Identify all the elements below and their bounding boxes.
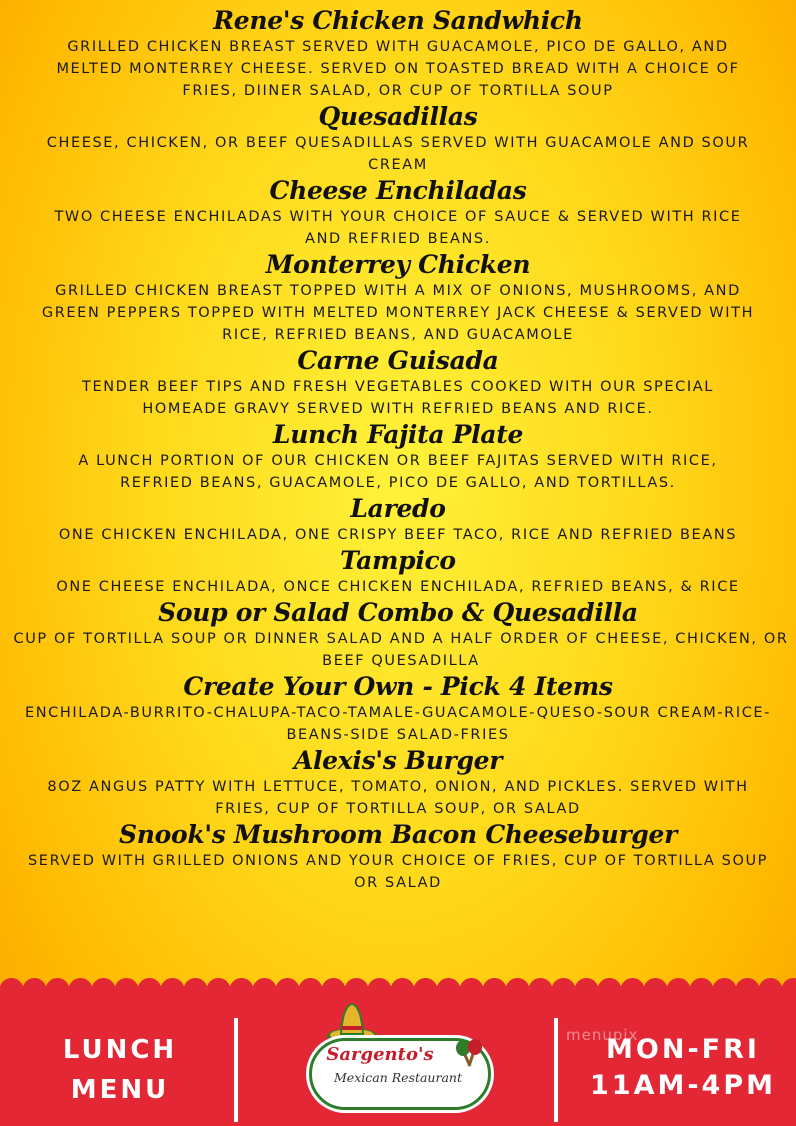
menu-item-title: Cheese Enchiladas (269, 176, 527, 205)
lunch-menu-list (0, 6, 796, 894)
menu-item-title: Alexis's Burger (293, 746, 503, 775)
menu-item-title: Tampico (340, 546, 456, 575)
menu-item (0, 102, 796, 176)
lunch-menu-label (30, 1030, 210, 1110)
menu-item (0, 250, 796, 346)
menu-item-description: CHEESE, CHICKEN, OR BEEF QUESADILLAS SERVED WITH GUACAMOLE AND SOUR CREAM (46, 135, 750, 173)
menu-item-title: Monterrey Chicken (265, 250, 531, 279)
menu-item-description: 8OZ ANGUS PATTY WITH LETTUCE, TOMATO, ONION, AND PICKLES. SERVED WITH FRIES, CUP OF TORTILLA SOUP, OR SALAD (47, 779, 749, 817)
menu-item-description: TENDER BEEF TIPS AND FRESH VEGETABLES COOKED WITH OUR SPECIAL HOMEADE GRAVY SERVED WITH REFRIED BEANS AND RICE. (82, 379, 714, 417)
menu-item (0, 420, 796, 494)
menu-item-title: Quesadillas (318, 102, 478, 131)
menu-item (0, 494, 796, 546)
menu-item-description: GRILLED CHICKEN BREAST SERVED WITH GUACAMOLE, PICO DE GALLO, AND MELTED MONTERREY CHEESE. SERVED ON TOASTED BREAD WITH A CHOICE OF FRIES, DIINER SALAD, OR CUP OF TORTILLA SOUP (56, 39, 740, 99)
menu-label: MENU (70, 1075, 170, 1105)
divider-right (554, 1018, 558, 1122)
watermark: menupix (566, 1026, 639, 1044)
time-label: 11AM-4PM (590, 1070, 776, 1101)
menu-item-description: SERVED WITH GRILLED ONIONS AND YOUR CHOICE OF FRIES, CUP OF TORTILLA SOUP OR SALAD (28, 853, 769, 891)
menu-item (0, 820, 796, 894)
menu-item-title: Lunch Fajita Plate (272, 420, 524, 449)
restaurant-logo (305, 998, 491, 1116)
logo-name: Sargento's (326, 1044, 434, 1065)
menu-item-title: Rene's Chicken Sandwhich (213, 6, 583, 35)
lunch-label: LUNCH (62, 1035, 178, 1065)
logo-subtitle: Mexican Restaurant (334, 1070, 462, 1085)
maracas-icon (453, 1038, 485, 1068)
menu-item-description: ONE CHEESE ENCHILADA, ONCE CHICKEN ENCHILADA, REFRIED BEANS, & RICE (56, 579, 740, 595)
menu-item-title: Laredo (350, 494, 446, 523)
days-label: MON-FRI (606, 1034, 760, 1065)
menu-item-title: Create Your Own - Pick 4 Items (183, 672, 613, 701)
menu-item-title: Carne Guisada (297, 346, 499, 375)
menu-item-title: Soup or Salad Combo & Quesadilla (158, 598, 638, 627)
menu-item (0, 6, 796, 102)
menu-item-description: ONE CHICKEN ENCHILADA, ONE CRISPY BEEF TACO, RICE AND REFRIED BEANS (58, 527, 738, 543)
menu-item (0, 598, 796, 672)
menu-item-description: TWO CHEESE ENCHILADAS WITH YOUR CHOICE OF SAUCE & SERVED WITH RICE AND REFRIED BEANS. (54, 209, 742, 247)
menu-item (0, 746, 796, 820)
menu-item (0, 546, 796, 598)
menu-item (0, 346, 796, 420)
menu-item (0, 672, 796, 746)
menu-item-title: Snook's Mushroom Bacon Cheeseburger (119, 820, 677, 849)
menu-item-description: GRILLED CHICKEN BREAST TOPPED WITH A MIX OF ONIONS, MUSHROOMS, AND GREEN PEPPERS TOPPED WITH MELTED MONTERREY JACK CHEESE & SERVED WITH RICE, REFRIED BEANS, AND GUACAMOLE (41, 283, 755, 343)
footer-banner (0, 990, 796, 1126)
menu-item-description: ENCHILADA-BURRITO-CHALUPA-TACO-TAMALE-GUACAMOLE-QUESO-SOUR CREAM-RICE-BEANS-SIDE SALAD-FRIES (24, 705, 772, 743)
menu-item-description: A LUNCH PORTION OF OUR CHICKEN OR BEEF FAJITAS SERVED WITH RICE, REFRIED BEANS, GUACAMOLE, PICO DE GALLO, AND TORTILLAS. (78, 453, 718, 491)
divider-left (234, 1018, 238, 1122)
menu-item (0, 176, 796, 250)
menu-item-description: CUP OF TORTILLA SOUP OR DINNER SALAD AND A HALF ORDER OF CHEESE, CHICKEN, OR BEEF QUESADILLA (13, 631, 789, 669)
